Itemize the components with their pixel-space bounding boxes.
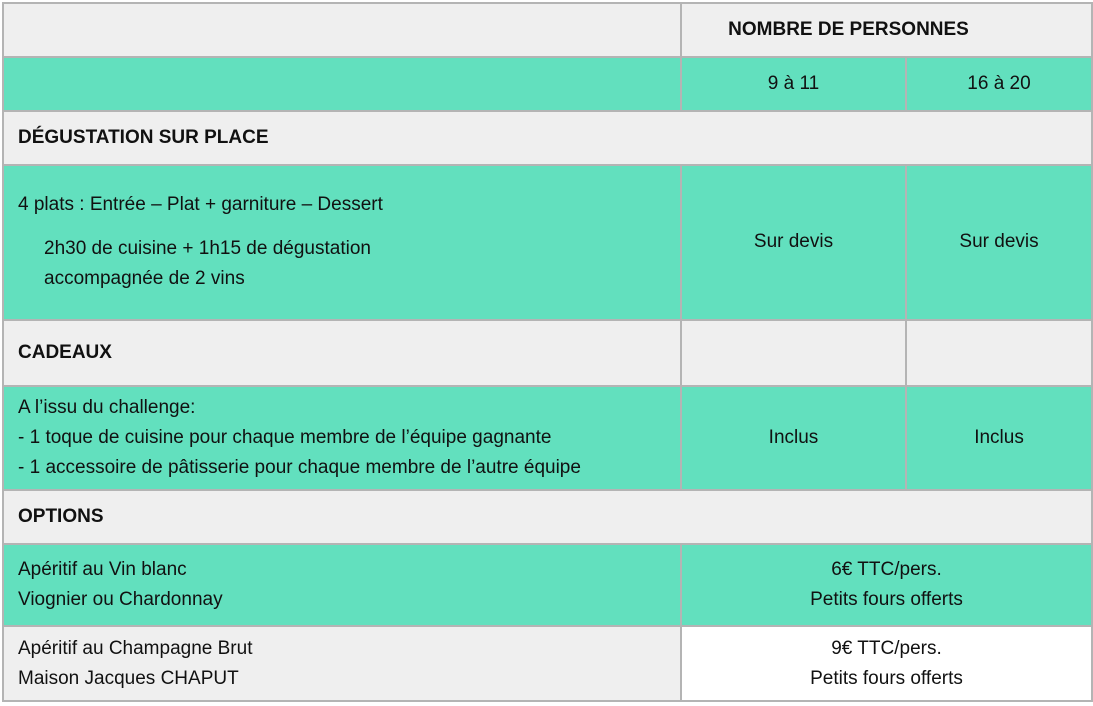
degustation-line-2: 2h30 de cuisine + 1h15 de dégustation xyxy=(44,238,371,260)
section-row-degustation xyxy=(3,111,1092,165)
section-title-degustation: DÉGUSTATION SUR PLACE xyxy=(3,111,1092,165)
option-vin-note: Petits fours offerts xyxy=(810,588,963,610)
degustation-price-16-20: Sur devis xyxy=(906,165,1092,320)
option-vin-price xyxy=(681,544,1092,627)
degustation-description xyxy=(3,165,681,320)
column-header-9-11: 9 à 11 xyxy=(681,57,906,111)
columns-row xyxy=(3,57,1092,111)
cadeaux-price-16-20: Inclus xyxy=(906,386,1092,490)
degustation-line-3: accompagnée de 2 vins xyxy=(44,268,245,290)
option-champagne-price-value: 9€ TTC/pers. xyxy=(831,637,942,659)
section-title-options: OPTIONS xyxy=(3,490,1092,544)
section-title-cadeaux: CADEAUX xyxy=(3,320,681,386)
pricing-table xyxy=(2,2,1093,702)
cadeaux-empty-cell-1 xyxy=(681,320,906,386)
option-vin-line-2: Viognier ou Chardonnay xyxy=(18,588,223,610)
option-vin-description xyxy=(3,544,681,627)
cadeaux-empty-cell-2 xyxy=(906,320,1092,386)
cadeaux-description xyxy=(3,386,681,490)
table-row-option-vin xyxy=(3,544,1092,627)
degustation-line-1: 4 plats : Entrée – Plat + garniture – Dessert xyxy=(18,194,383,216)
option-champagne-description xyxy=(3,626,681,701)
degustation-price-9-11: Sur devis xyxy=(681,165,906,320)
section-row-cadeaux xyxy=(3,320,1092,386)
option-vin-price-value: 6€ TTC/pers. xyxy=(831,558,942,580)
option-vin-line-1: Apéritif au Vin blanc xyxy=(18,558,187,580)
table-row-degustation xyxy=(3,165,1092,320)
columns-empty-cell xyxy=(3,57,681,111)
column-header-16-20: 16 à 20 xyxy=(906,57,1092,111)
cadeaux-line-3: - 1 accessoire de pâtisserie pour chaque membre de l’autre équipe xyxy=(18,456,581,478)
option-champagne-line-1: Apéritif au Champagne Brut xyxy=(18,637,253,659)
header-empty-cell xyxy=(3,3,681,57)
option-champagne-line-2: Maison Jacques CHAPUT xyxy=(18,667,239,689)
header-title: NOMBRE DE PERSONNES xyxy=(681,3,1092,57)
header-row xyxy=(3,3,1092,57)
option-champagne-price xyxy=(681,626,1092,701)
table-row-cadeaux xyxy=(3,386,1092,490)
cadeaux-line-1: A l’issu du challenge: xyxy=(18,396,196,418)
cadeaux-line-2: - 1 toque de cuisine pour chaque membre de l’équipe gagnante xyxy=(18,426,552,448)
section-row-options xyxy=(3,490,1092,544)
table-row-option-champagne xyxy=(3,626,1092,701)
cadeaux-price-9-11: Inclus xyxy=(681,386,906,490)
option-champagne-note: Petits fours offerts xyxy=(810,667,963,689)
